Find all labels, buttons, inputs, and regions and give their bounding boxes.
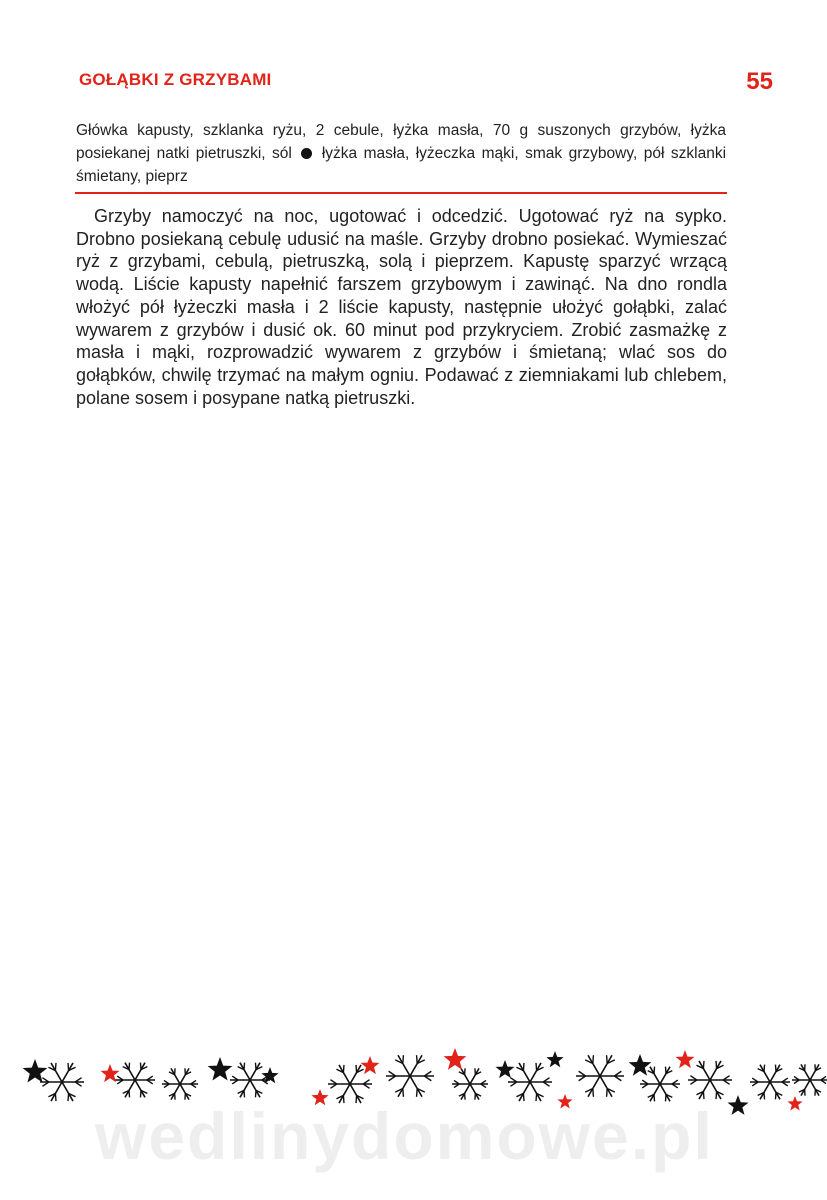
ingredients-list	[76, 119, 726, 188]
star-icon	[496, 1060, 515, 1078]
instructions-text: Grzyby namoczyć na noc, ugotować i odcedzić. Ugotować ryż na sypko. Drobno posiekaną cebulę udusić na maśle. Grzyby drobno posiekać. Wymieszać ryż z grzybami, cebulą, pietruszką, solą i pieprzem. Kapustę sparzyć wrzącą wodą. Liście kapusty napełnić farszem grzybowym i zawinąć. Na dno rondla włożyć pół łyżeczki masła i 2 liście kapusty, następnie ułożyć gołąbki, zalać wywarem z grzybów i dusić ok. 60 minut pod przykryciem. Zrobić zasmażkę z masła i mąki, rozprowadzić wywarem z grzybów i śmietaną; wlać sos do gołąbków, chwilę trzymać na małym ogniu. Podawać z ziemniakami lub chlebem, polane sosem i posypane natką pietruszki.	[76, 206, 727, 408]
star-icon	[787, 1096, 802, 1111]
snowflake-icon	[386, 1055, 434, 1097]
snowflake-icon	[230, 1063, 270, 1098]
snowflake-icon	[162, 1068, 198, 1099]
snowflake-icon	[792, 1064, 827, 1095]
snowflake-icon	[750, 1065, 790, 1100]
snowflake-icon	[688, 1061, 732, 1099]
page-number: 55	[746, 68, 773, 95]
ingredients-main: Główka kapusty, szklanka ryżu, 2 cebule, łyżka masła, 70 g suszonych grzybów, łyżka posiekanej natki pietruszki, sól	[76, 122, 726, 162]
ingredients-sauce: łyżka masła, łyżeczka mąki, smak grzybowy, pół szklanki śmietany, pieprz	[76, 145, 727, 185]
snowflake-icon	[452, 1068, 488, 1099]
star-icon	[361, 1056, 380, 1074]
snowflake-icon	[576, 1055, 624, 1097]
snowflake-icon	[115, 1063, 155, 1098]
star-icon	[546, 1051, 563, 1067]
bullet-icon	[301, 148, 312, 159]
watermark: wedlinydomowe.pl	[95, 1099, 714, 1173]
star-icon	[208, 1057, 233, 1081]
star-icon	[629, 1054, 652, 1076]
star-icon	[444, 1048, 467, 1070]
star-icon	[676, 1050, 695, 1068]
recipe-title: GOŁĄBKI Z GRZYBAMI	[79, 70, 272, 89]
snowflake-icon	[508, 1063, 552, 1101]
section-divider	[75, 192, 727, 194]
